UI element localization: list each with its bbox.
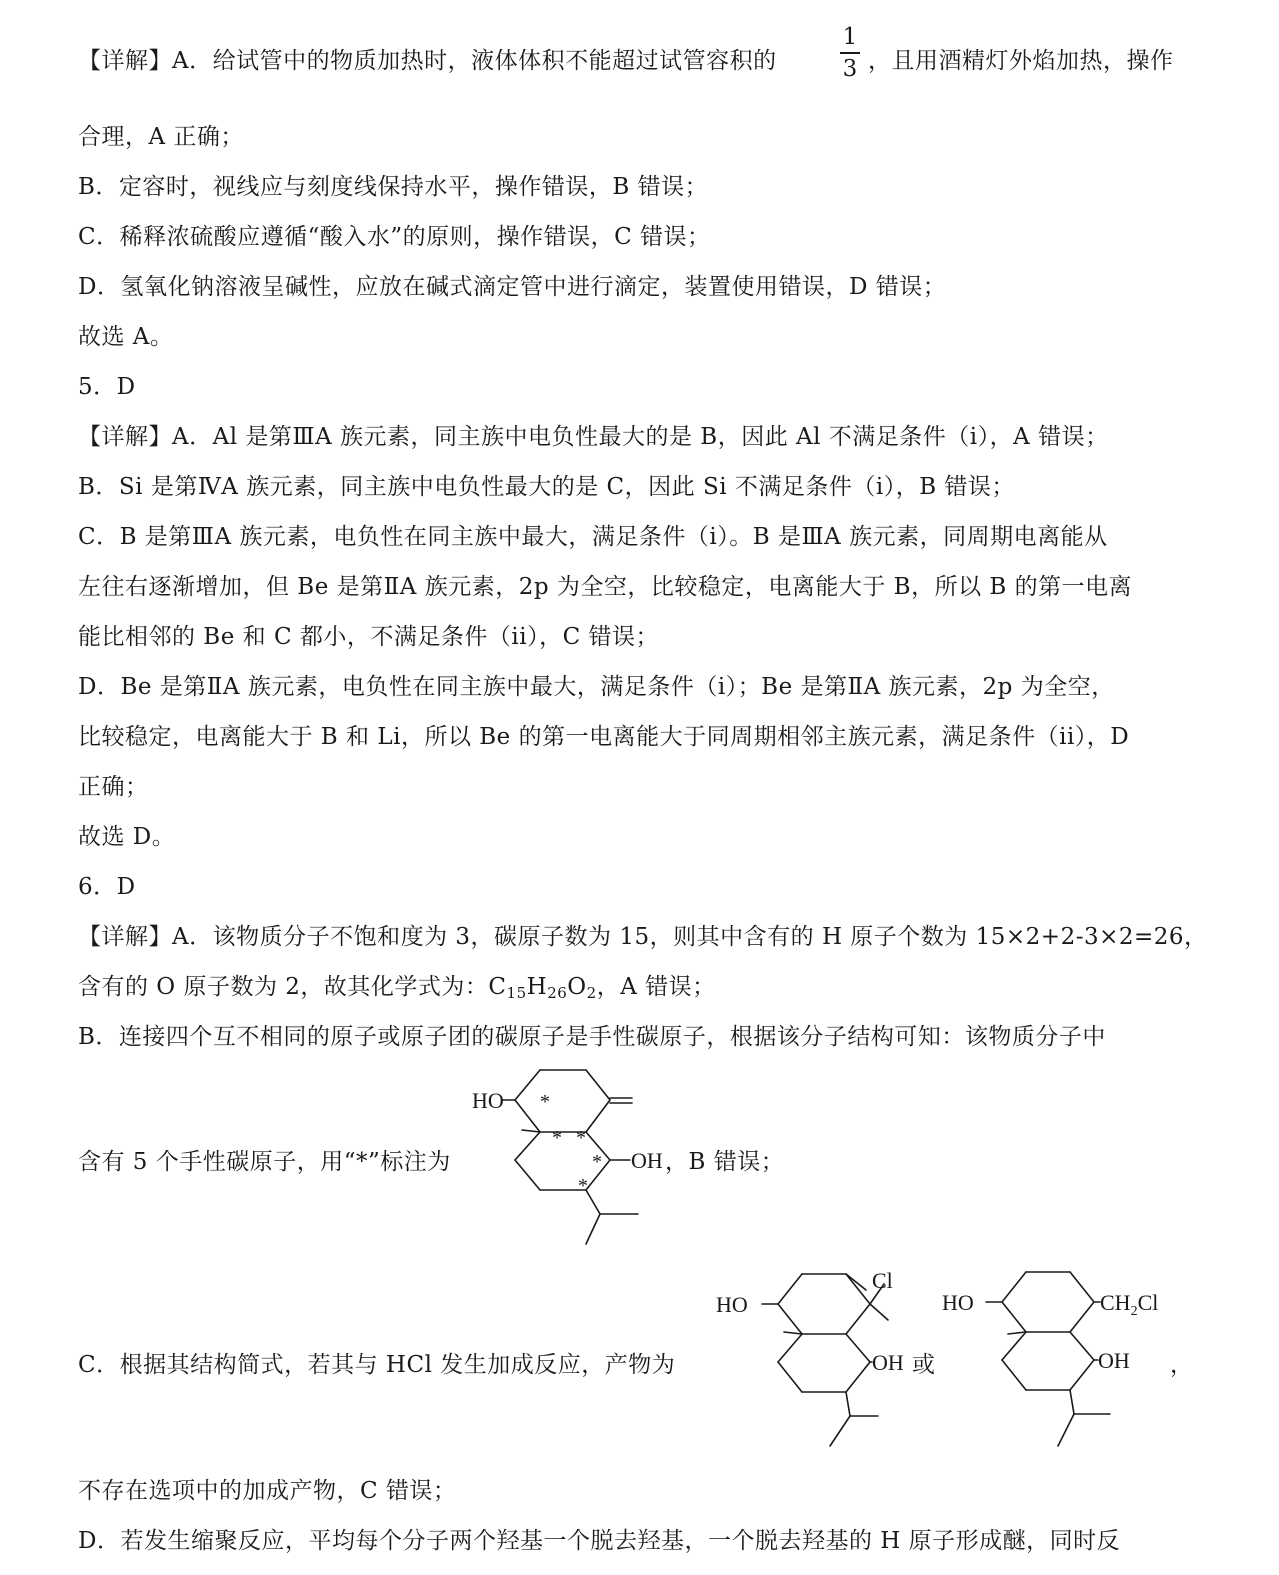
q5-line-6: D．Be 是第ⅡA 族元素，电负性在同主族中最大，满足条件（i）；Be 是第ⅡA 族元素，2p 为全空，: [78, 674, 1115, 700]
hydroxyl-label: OH: [872, 1350, 904, 1375]
q4-line-4: C．稀释浓硫酸应遵循“酸入水”的原则，操作错误，C 错误；: [78, 224, 711, 250]
chiral-star: *: [576, 1127, 586, 1149]
hydroxyl-label: HO: [942, 1290, 974, 1315]
subscript: 26: [547, 984, 568, 1002]
q5-line-7: 比较稳定，电离能大于 B 和 Li，所以 Be 的第一电离能大于同周期相邻主族元素，满足条件（ii），D: [78, 724, 1130, 750]
q5-line-5: 能比相邻的 Be 和 C 都小，不满足条件（ii），C 错误；: [78, 624, 659, 650]
q5-line-2: B．Si 是第ⅣA 族元素，同主族中电负性最大的是 C，因此 Si 不满足条件（i），B 错误；: [78, 474, 1015, 500]
chiral-star: *: [592, 1151, 602, 1173]
q6-line-4: 含有 5 个手性碳原子，用“*”标注为: [78, 1149, 451, 1175]
q4-text-a: 【详解】A．给试管中的物质加热时，液体体积不能超过试管容积的: [78, 48, 777, 74]
q6-text: 含有的 O 原子数为 2，故其化学式为：C: [78, 974, 507, 1000]
q5-heading: 5．D: [78, 374, 136, 400]
subscript: 2: [586, 984, 597, 1002]
q6-line-7: D．若发生缩聚反应，平均每个分子两个羟基一个脱去羟基，一个脱去羟基的 H 原子形成醚，同时反: [78, 1528, 1121, 1554]
q4-text-b: ，且用酒精灯外焰加热，操作: [868, 48, 1174, 74]
q6-line-4-end: ，B 错误；: [665, 1149, 785, 1175]
chlorine-label: Cl: [872, 1268, 893, 1293]
hydroxyl-label: OH: [1098, 1348, 1130, 1373]
q5-line-9: 故选 D。: [78, 824, 176, 850]
q4-line-1: [78, 42, 777, 75]
q4-line-2: 合理，A 正确；: [78, 124, 244, 150]
q6-line-3: B．连接四个互不相同的原子或原子团的碳原子是手性碳原子，根据该分子结构可知：该物质分子中: [78, 1024, 1106, 1050]
q4-line-1b: [868, 42, 1174, 75]
subscript: 15: [506, 984, 527, 1002]
formula-o: O: [567, 974, 587, 1000]
q5-line-3: C．B 是第ⅢA 族元素，电负性在同主族中最大，满足条件（i）。B 是ⅢA 族元素，同周期电离能从: [78, 524, 1108, 550]
formula-h: H: [526, 974, 548, 1000]
chloromethyl-label: $CH_2Cl$: [1100, 1290, 1159, 1319]
q5-line-8: 正确；: [78, 774, 149, 800]
hydroxyl-label: HO: [716, 1292, 748, 1317]
chiral-star: *: [540, 1091, 550, 1113]
q6-line-2: [78, 968, 716, 1001]
chiral-star: *: [578, 1175, 588, 1197]
chiral-star: *: [552, 1127, 562, 1149]
fraction-numerator: 1: [842, 24, 858, 50]
q5-line-4: 左往右逐渐增加，但 Be 是第ⅡA 族元素，2p 为全空，比较稳定，电离能大于 B，所以 B 的第一电离: [78, 574, 1133, 600]
structure-product-chloride: [712, 1262, 912, 1457]
fraction-denominator: 3: [842, 55, 858, 82]
comma-text: ，: [1170, 1352, 1194, 1378]
hydroxyl-label: HO: [472, 1088, 504, 1113]
or-text: 或: [912, 1352, 936, 1378]
q6-line-6: 不存在选项中的加成产物，C 错误；: [78, 1478, 457, 1504]
q4-line-6: 故选 A。: [78, 324, 174, 350]
q4-line-3: B．定容时，视线应与刻度线保持水平，操作错误，B 错误；: [78, 174, 709, 200]
q6-line-1: 【详解】A．该物质分子不饱和度为 3，碳原子数为 15，则其中含有的 H 原子个数为 15×2+2-3×2=26，: [78, 924, 1208, 950]
fraction-one-third: [838, 22, 862, 84]
q5-line-1: 【详解】A．Al 是第ⅢA 族元素，同主族中电负性最大的是 B，因此 Al 不满足条件（i），A 错误；: [78, 424, 1109, 450]
structure-chiral-carbons: [470, 1062, 670, 1252]
structure-product-chloromethyl: [938, 1262, 1178, 1457]
q4-line-5: D．氢氧化钠溶液呈碱性，应放在碱式滴定管中进行滴定，装置使用错误，D 错误；: [78, 274, 947, 300]
q6-heading: 6．D: [78, 874, 136, 900]
q6-text-end: ，A 错误；: [596, 974, 716, 1000]
q6-line-5: C．根据其结构简式，若其与 HCl 发生加成反应，产物为: [78, 1352, 676, 1378]
hydroxyl-label: OH: [631, 1148, 663, 1173]
